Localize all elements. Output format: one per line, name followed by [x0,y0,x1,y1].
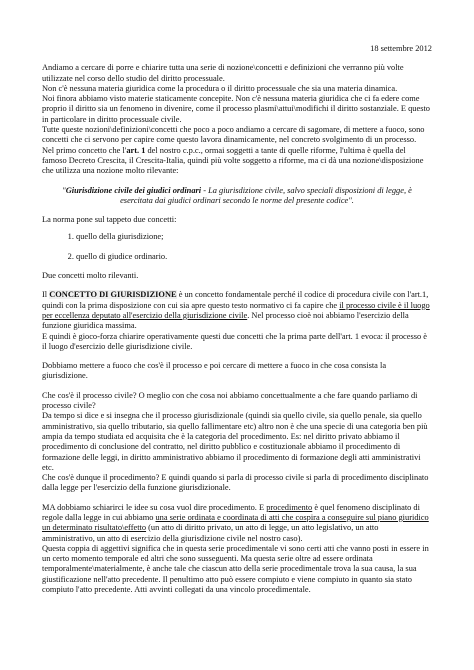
art1-paragraph [42,146,432,177]
fuoco-paragraph: Dobbiamo mettere a fuoco che cos'è il processo e poi cercare di mettere a fuoco in che cosa consista la giurisdizione. [42,361,387,381]
quindi-paragraph: E quindi è gioco-forza chiarire operativamente questi due concetti che la prima parte dell'art. 1 evoca: il processo è il luogo d'esercizio delle giurisdizione civile. [42,331,427,351]
art1-post: del nostro c.p.c., ormai soggetti a tante di quelle riforme, l'ultima è quella del famoso Decreto Crescita, il Crescita-Italia, quindi più volte soggetto a riforme, ma ci dà una nozione\disposizione che utilizza una nozione molto rilevante: [42,145,424,176]
coppia-paragraph: Questa coppia di aggettivi significa che in questa serie procedimentale vi sono certi atti che vanno posti in essere in un certo momento temporale ed altri che sono susseguenti. Ma questa serie oltre ad essere ordinata temporalmente\materialmente, è anche tale che ciascun atto della serie procedimentale trova la sua causa, la sua giustificazione nell'atto precedente. Il penultimo atto può essere compiuto e viene compiuto in quanto sia stato compiuto l'atto precedente. Atti avvinti collegati da una vincolo procedimentale. [42,543,429,595]
quote-close: ". [348,195,354,205]
art1-bold: art. 1 [126,145,146,155]
list-item: 2. quello di giudice ordinario. [76,252,432,262]
processo-paragraph-3: Che cos'è dunque il procedimento? E quindi quando si parla di processo civile si parla di procedimento disciplinato dalla legge per l'esercizio della funzione giurisdizionale. [42,473,429,493]
quote-title: Giurisdizione civile dei giudici ordinari [65,185,202,195]
list-item: 1. quello della giurisdizione; [76,232,432,242]
concetto-underline: il processo civile è il luogo per eccellenza deputato all'esercizio della giurisdizione civile [42,300,430,320]
idee-paragraph [42,503,432,544]
quote-open: " [62,185,66,195]
article-quote [54,186,420,207]
processo-paragraph-2: Da tempo si dice e si insegna che il processo giurisdizionale (quindi sia quello civile, sia quello penale, sia quello amministrativo, sia quello tributario, sia quello fallimentare etc) altro non è che una specie di una categoria ben più ampia da tempo studiata ed acquisita che è la categoria del procedimento. Es: nel diritto privato abbiamo il procedimento di conclusione del contratto, nel diritto pubblico e costituzionale abbiamo il procedimento di formazione delle leggi, in diritto amministrativo abbiamo il procedimento di formazione degli atti amministrativi etc. [42,411,428,472]
concept-list [42,232,432,262]
document-date: 18 settembre 2012 [370,44,432,53]
intro-paragraph-2: Non c'è nessuna materia giuridica come la procedura o il diritto processuale che sia una materia dinamica. [42,83,398,93]
intro-paragraph-3: Noi finora abbiamo visto materie staticamente concepite. Non c'è nessuna materia giuridica che ci fa edere come proprio il diritto sia un fenomeno in divenire, come il processo plasmi\attui\modifichi il diritto sostanziale. E questo in particolare in diritto processuale civile. [42,94,430,124]
concetto-bold: CONCETTO DI GIURISDIZIONE [49,290,177,300]
idee-post: (un atto di diritto privato, un atto di legge, un atto legislativo, un atto amministrativo, un atto di esercizio della giurisdizione civile nel nostro caso). [42,523,379,543]
art1-pre: Nel primo concetto che l' [42,145,127,155]
processo-paragraph-1: Che cos'è il processo civile? O meglio con che cosa noi abbiamo concettualmente a che fare quando parliamo di processo civile? [42,390,418,411]
norma-paragraph: La norma pone sul tappeto due concetti: [42,215,177,225]
intro-paragraph-4: Tutte queste nozioni\definizioni\concetti che poco a poco andiamo a cercare di sagomare, di mettere a fuoco, sono concetti che ci servono per capire come questo lavora dinamicamente, nel concreto svolgimento di un processo. [42,125,425,145]
idee-pre: MA dobbiamo schiarirci le idee su cosa vuol dire procedimento. E [42,502,267,512]
idee-underline-1: procedimento [266,502,313,512]
idee-underline-2: una serie ordinata e coordinata di atti che cospira a conseguire sul piano giuridico un determinato risultato\effetto [42,512,429,533]
rilevanti-paragraph: Due concetti molto rilevanti. [42,271,139,281]
quote-text: - La giurisdizione civile, salvo speciali disposizioni di legge, è esercitata dai giudici ordinari secondo le norme del presente codice [120,185,412,205]
concetto-pre: Il [42,290,50,300]
intro-paragraph-1: Andiamo a cercare di porre e chiarire tutta una serie di nozione\concetti e definizioni che verranno più volte utilizzate nel corso dello studio del diritto processuale. [42,63,404,83]
idee-mid: è quel fenomeno disciplinato di regole dalla legge in cui abbiamo [42,502,420,522]
concetto-post: . Nel processo cioè noi abbiamo l'esercizio della funzione giuridica massima. [42,310,409,331]
concetto-mid: è un concetto fondamentale perché il codice di procedura civile con l'art.1, quindi con la prima disposizione con cui sia apre questo testo normativo ci fa capire che [42,290,429,310]
concetto-paragraph [42,290,432,331]
